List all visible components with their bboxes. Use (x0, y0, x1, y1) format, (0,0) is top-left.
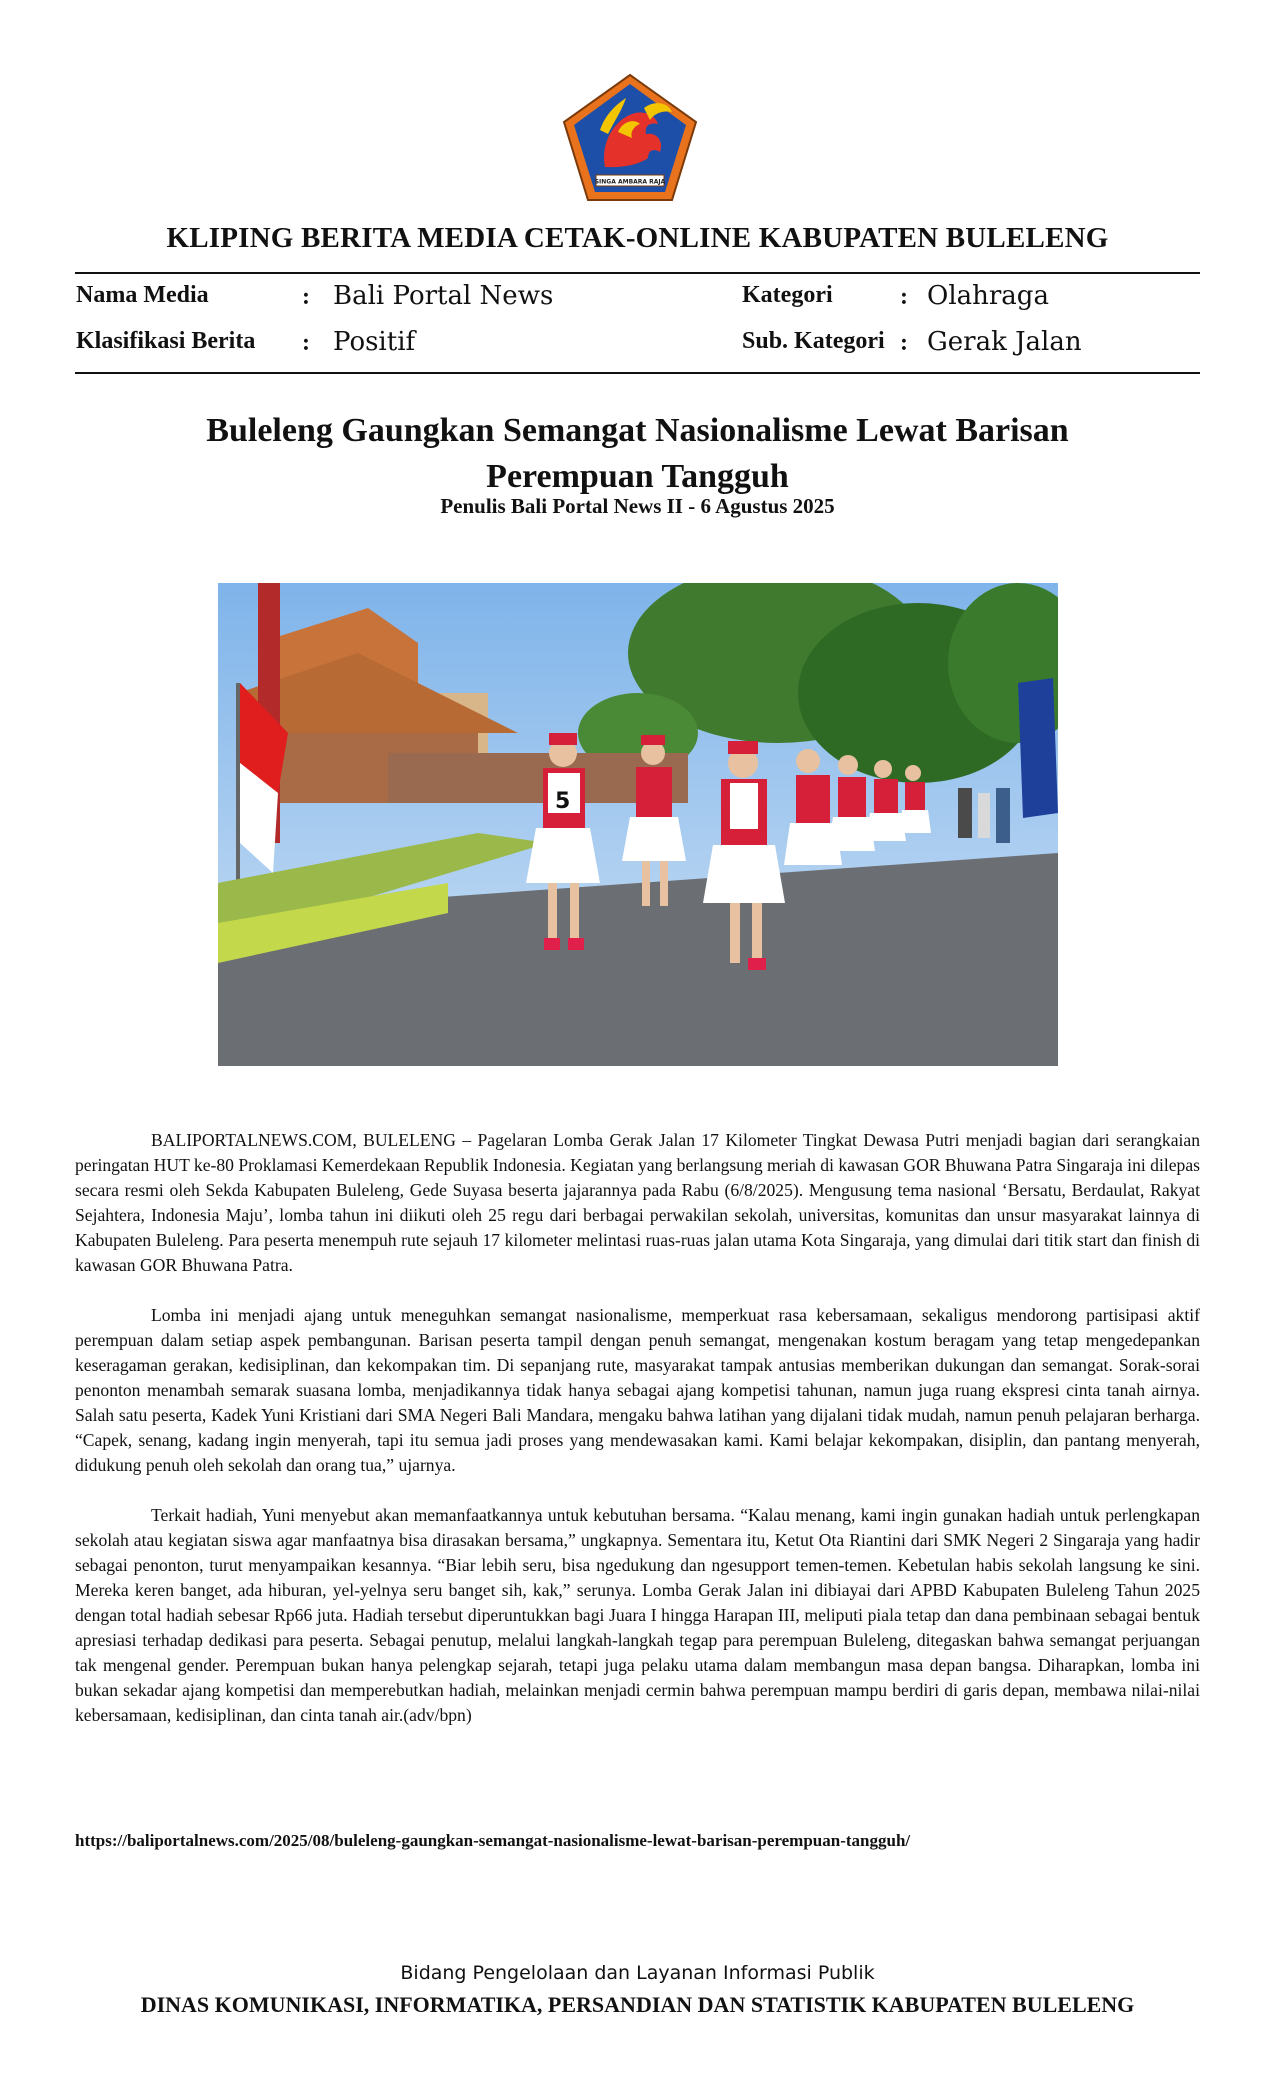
article-photo (218, 583, 1058, 1066)
classification-value: Positif (333, 327, 416, 357)
marcher-bib-number: 5 (555, 789, 571, 814)
article-body (75, 1128, 1200, 1753)
category-value: Olahraga (927, 281, 1049, 311)
buleleng-regency-emblem (560, 72, 700, 204)
classification-colon: : (302, 330, 310, 356)
source-url-link[interactable]: https://baliportalnews.com/2025/08/buleleng-gaungkan-semangat-nasionalisme-lewat-barisan-perempuan-tangguh/ (75, 1831, 911, 1850)
category-label: Kategori (742, 282, 833, 308)
footer-agency: DINAS KOMUNIKASI, INFORMATIKA, PERSANDIAN DAN STATISTIK KABUPATEN BULELENG (140, 1992, 1135, 2017)
subcategory-colon: : (900, 330, 908, 356)
article-title: Buleleng Gaungkan Semangat Nasionalisme Lewat Barisan Perempuan Tangguh (206, 412, 1069, 495)
media-name-colon: : (302, 284, 310, 310)
media-name-value: Bali Portal News (333, 281, 554, 311)
footer-department: Bidang Pengelolaan dan Layanan Informasi Publik (400, 1962, 875, 1984)
header-rule-top (75, 272, 1200, 274)
subcategory-value: Gerak Jalan (927, 327, 1082, 357)
document-header-title: KLIPING BERITA MEDIA CETAK-ONLINE KABUPATEN BULELENG (166, 222, 1109, 254)
classification-label: Klasifikasi Berita (76, 328, 256, 354)
header-rule-bottom (75, 372, 1200, 374)
category-colon: : (900, 284, 908, 310)
article-paragraph-2: Lomba ini menjadi ajang untuk meneguhkan semangat nasionalisme, memperkuat rasa kebersamaan, sekaligus mendorong partisipasi aktif perempuan dalam setiap aspek pembangunan. Barisan peserta tampil dengan penuh semangat, mengenakan kostum beragam yang tetap mengedepankan keseragaman gerakan, kedisiplinan, dan kekompakan tim. Di sepanjang rute, masyarakat tampak antusias memberikan dukungan dan semangat. Sorak-sorai penonton menambah semarak suasana lomba, menjadikannya tidak hanya sebagai ajang kompetisi tahunan, namun juga ruang ekspresi cinta tanah airnya. Salah satu peserta, Kadek Yuni Kristiani dari SMA Negeri Bali Mandara, mengaku bahwa latihan yang dijalani tidak mudah, namun penuh pelajaran berharga. “Capek, senang, kadang ingin menyerah, tapi itu semua jadi proses yang mendewasakan kami. Kami belajar kekompakan, disiplin, dan pantang menyerah, didukung penuh oleh sekolah dan orang tua,” ujarnya. (75, 1305, 1200, 1475)
emblem-motto: SINGA AMBARA RAJA (594, 178, 666, 186)
article-byline: Penulis Bali Portal News II - 6 Agustus 2025 (440, 494, 835, 518)
article-paragraph-3: Terkait hadiah, Yuni menyebut akan memanfaatkannya untuk kebutuhan bersama. “Kalau menang, kami ingin gunakan hadiah untuk perlengkapan sekolah atau kegiatan siswa agar manfaatnya bisa dirasakan bersama,” ungkapnya. Sementara itu, Ketut Ota Riantini dari SMK Negeri 2 Singaraja yang hadir sebagai penonton, turut menyampaikan kesannya. “Biar lebih seru, bisa ngedukung dan ngesupport temen-temen. Kebetulan habis sekolah langsung ke sini. Mereka keren banget, ada hiburan, yel-yelnya seru banget sih, kak,” serunya. Lomba Gerak Jalan ini dibiayai dari APBD Kabupaten Buleleng Tahun 2025 dengan total hadiah sebesar Rp66 juta. Hadiah tersebut diperuntukkan bagi Juara I hingga Harapan III, meliputi piala tetap dan dana pembinaan sebagai bentuk apresiasi terhadap dedikasi para peserta. Sebagai penutup, melalui langkah-langkah tegap para perempuan Buleleng, ditegaskan bahwa semangat perjuangan tak mengenal gender. Perempuan bukan hanya pelengkap sejarah, tetapi juga pelaku utama dalam membangun masa depan bangsa. Diharapkan, lomba ini bukan sekadar ajang kompetisi dan memperebutkan hadiah, melainkan menjadi cermin bahwa perempuan mampu berdiri di garis depan, membawa nilai-nilai kebersamaan, kedisiplinan, dan cinta tanah air.(adv/bpn) (75, 1505, 1200, 1725)
media-name-label: Nama Media (76, 282, 209, 308)
article-paragraph-1: BALIPORTALNEWS.COM, BULELENG – Pagelaran Lomba Gerak Jalan 17 Kilometer Tingkat Dewasa Putri menjadi bagian dari serangkaian peringatan HUT ke-80 Proklamasi Kemerdekaan Republik Indonesia. Kegiatan yang berlangsung meriah di kawasan GOR Bhuwana Patra Singaraja ini dilepas secara resmi oleh Sekda Kabupaten Buleleng, Gede Suyasa beserta jajarannya pada Rabu (6/8/2025). Mengusung tema nasional ‘Bersatu, Berdaulat, Rakyat Sejahtera, Indonesia Maju’, lomba tahun ini diikuti oleh 25 regu dari berbagai perwakilan sekolah, universitas, komunitas dan unsur masyarakat lainnya di Kabupaten Buleleng. Para peserta menempuh rute sejauh 17 kilometer melintasi ruas-ruas jalan utama Kota Singaraja, yang dimulai dari titik start dan finish di kawasan GOR Bhuwana Patra. (75, 1130, 1200, 1275)
subcategory-label: Sub. Kategori (742, 328, 885, 354)
